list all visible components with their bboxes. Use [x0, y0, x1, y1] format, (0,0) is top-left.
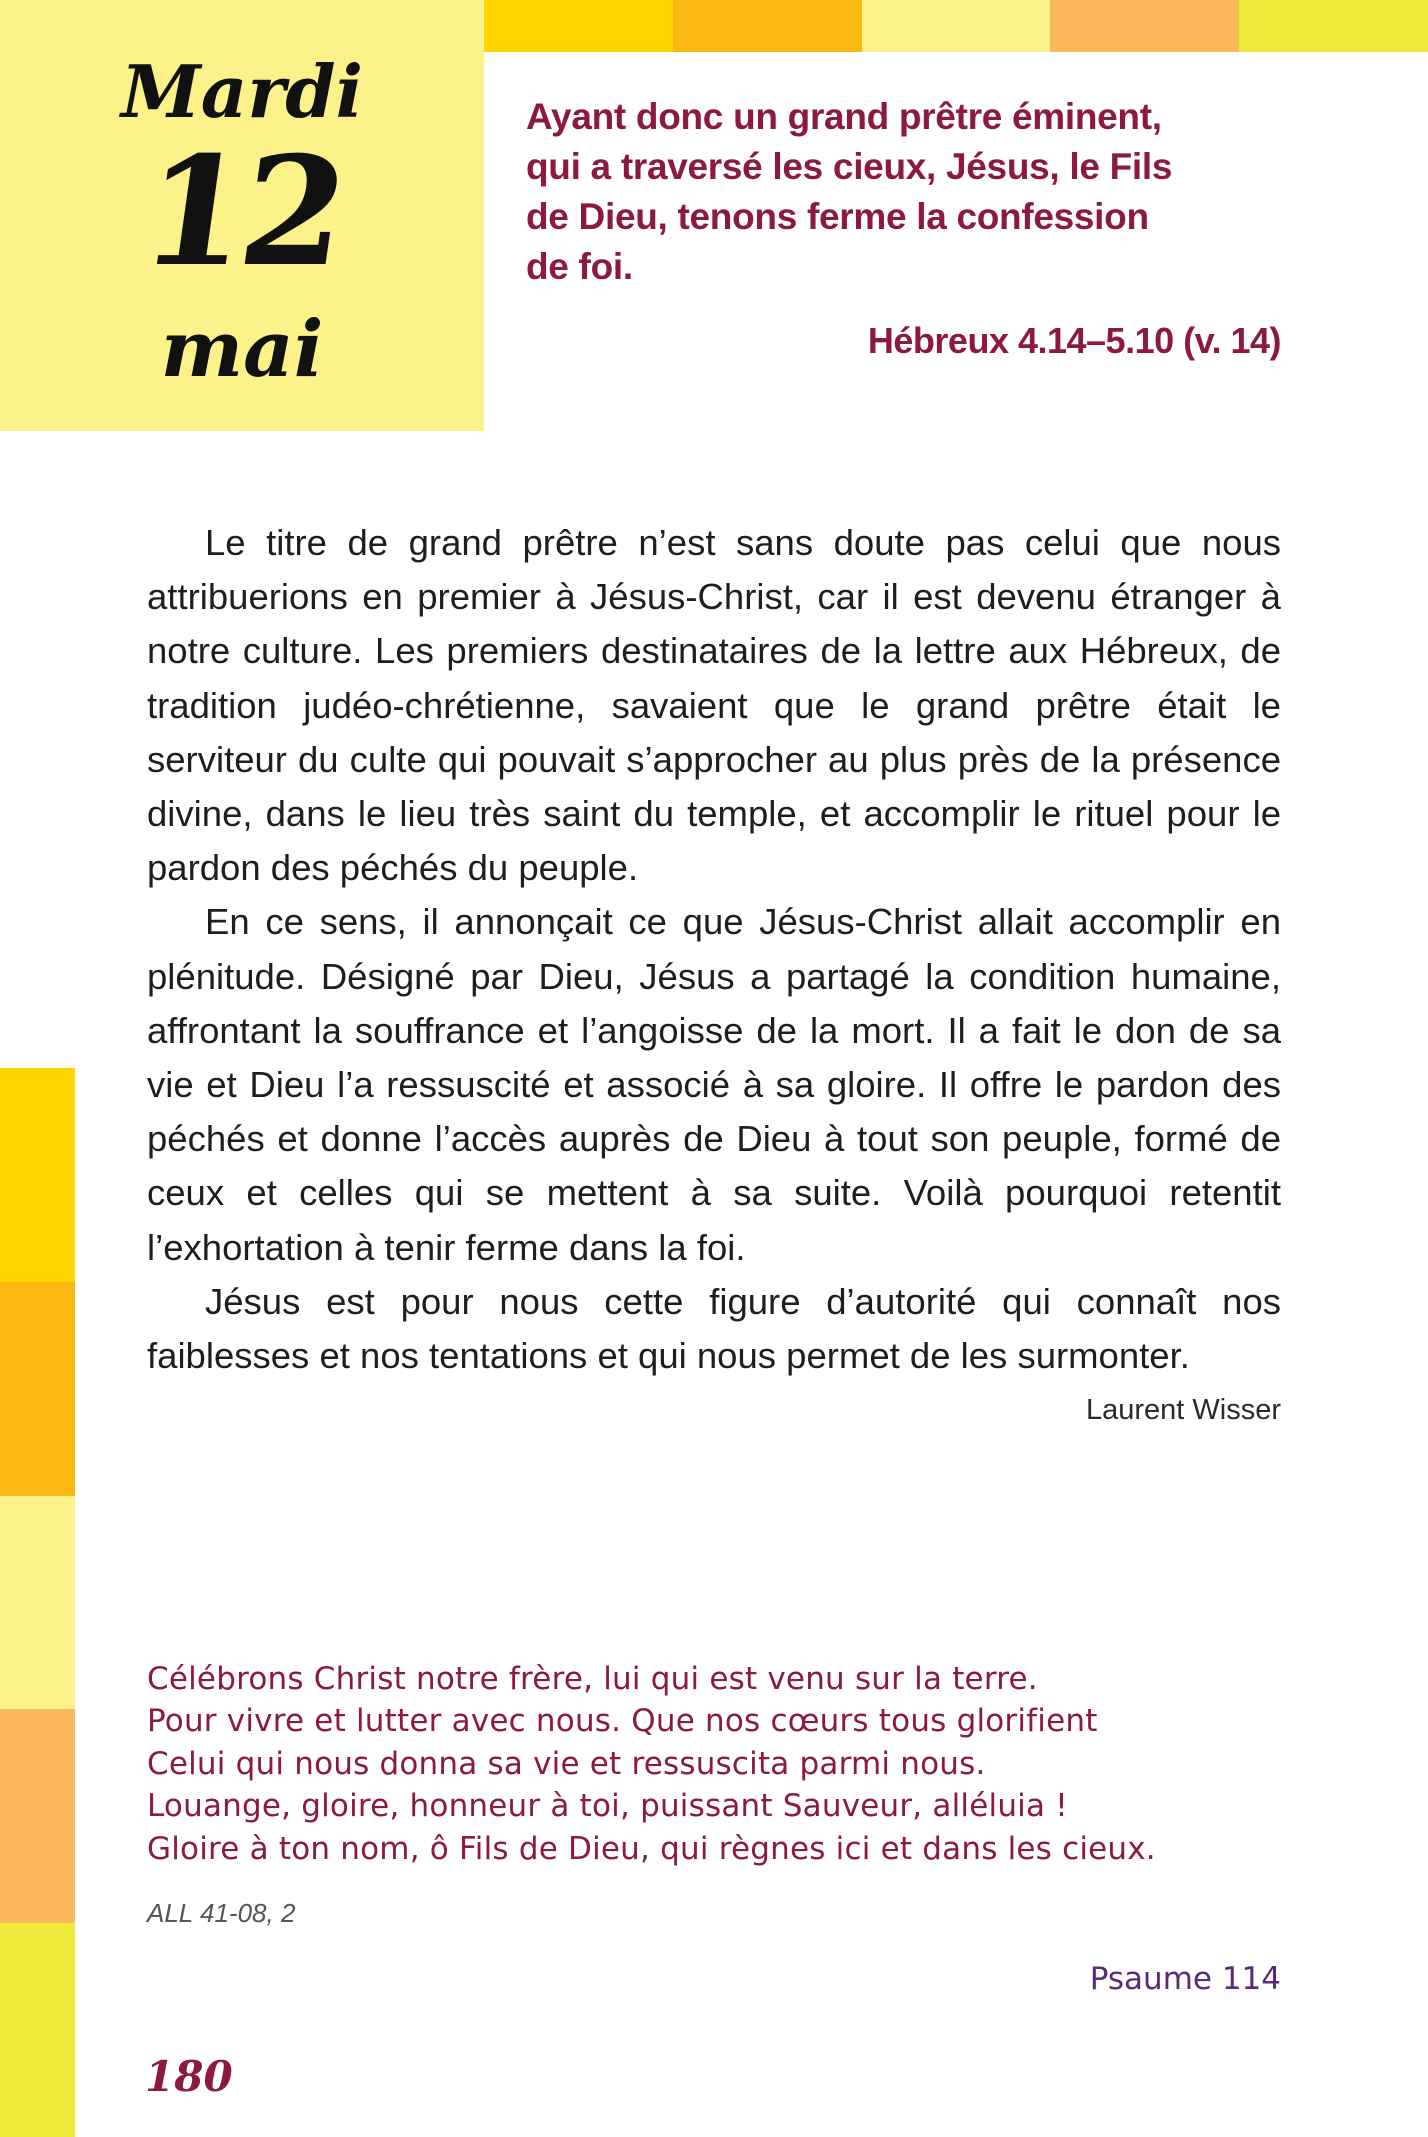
hymn-line: Celui qui nous donna sa vie et ressuscita parmi nous. [147, 1745, 986, 1782]
strip-segment [0, 1709, 75, 1923]
hymn-line: Gloire à ton nom, ô Fils de Dieu, qui règnes ici et dans les cieux. [147, 1830, 1156, 1867]
date-block [0, 0, 484, 431]
strip-segment [0, 1282, 75, 1496]
verse-line: qui a traversé les cieux, Jésus, le Fils [526, 146, 1173, 187]
top-color-strip [484, 0, 1428, 52]
verse-text [526, 92, 1226, 292]
date-month: mai [160, 304, 324, 395]
verse-reference: Hébreux 4.14–5.10 (v. 14) [867, 320, 1281, 361]
strip-segment [1050, 0, 1239, 52]
hymn-line: Louange, gloire, honneur à toi, puissant Sauveur, alléluia ! [147, 1788, 1068, 1825]
paragraph: Le titre de grand prêtre n’est sans doute pas celui que nous attribuerions en premier à Jésus-Christ, car il est devenu étranger à notre culture. Les premiers destinataires de la lettre aux Hébreux, de tradition judéo-chrétienne, savaient que le grand prêtre était le serviteur du culte qui pouvait s’approcher au plus près de la présence divine, dans le lieu très saint du temple, et accomplir le rituel pour le pardon des péchés du peuple. [147, 522, 1281, 889]
hymn-line: Pour vivre et lutter avec nous. Que nos cœurs tous glorifient [147, 1703, 1098, 1740]
date-weekday: Mardi [121, 49, 363, 134]
hymn [147, 1658, 1247, 1870]
strip-segment [1239, 0, 1428, 52]
strip-segment [862, 0, 1051, 52]
psalm-reference: Psaume 114 [1089, 1961, 1281, 1997]
strip-segment [673, 0, 862, 52]
hymn-reference: ALL 41-08, 2 [147, 1898, 296, 1928]
paragraph: En ce sens, il annonçait ce que Jésus-Christ allait accomplir en plénitude. Désigné par Dieu, Jésus a partagé la condition humaine, affrontant la souffrance et l’angoisse de la mort. Il a fait le don de sa vie et Dieu l’a ressuscité et associé à sa gloire. Il offre le pardon des péchés et donne l’accès auprès de Dieu à tout son peuple, formé de ceux et celles qui se mettent à sa suite. Voilà pourquoi retentit l’exhortation à tenir ferme dans la foi. [147, 901, 1281, 1268]
meditation-text [147, 516, 1281, 1383]
paragraph: Jésus est pour nous cette figure d’autorité qui connaît nos faiblesses et nos tentations et qui nous permet de les surmonter. [147, 1280, 1281, 1377]
strip-segment [0, 1496, 75, 1710]
strip-segment [0, 1068, 75, 1282]
verse-line: Ayant donc un grand prêtre éminent, [526, 96, 1162, 137]
date-day: 12 [131, 124, 353, 300]
strip-segment [0, 1923, 75, 2137]
side-color-strip [0, 1068, 75, 2137]
verse-line: de Dieu, tenons ferme la confession [526, 196, 1149, 237]
hymn-line: Célébrons Christ notre frère, lui qui est venu sur la terre. [147, 1661, 1038, 1697]
page-number: 180 [145, 2052, 233, 2101]
strip-segment [484, 0, 673, 52]
verse-line: de foi. [526, 246, 633, 287]
author-name: Laurent Wisser [1085, 1394, 1281, 1426]
